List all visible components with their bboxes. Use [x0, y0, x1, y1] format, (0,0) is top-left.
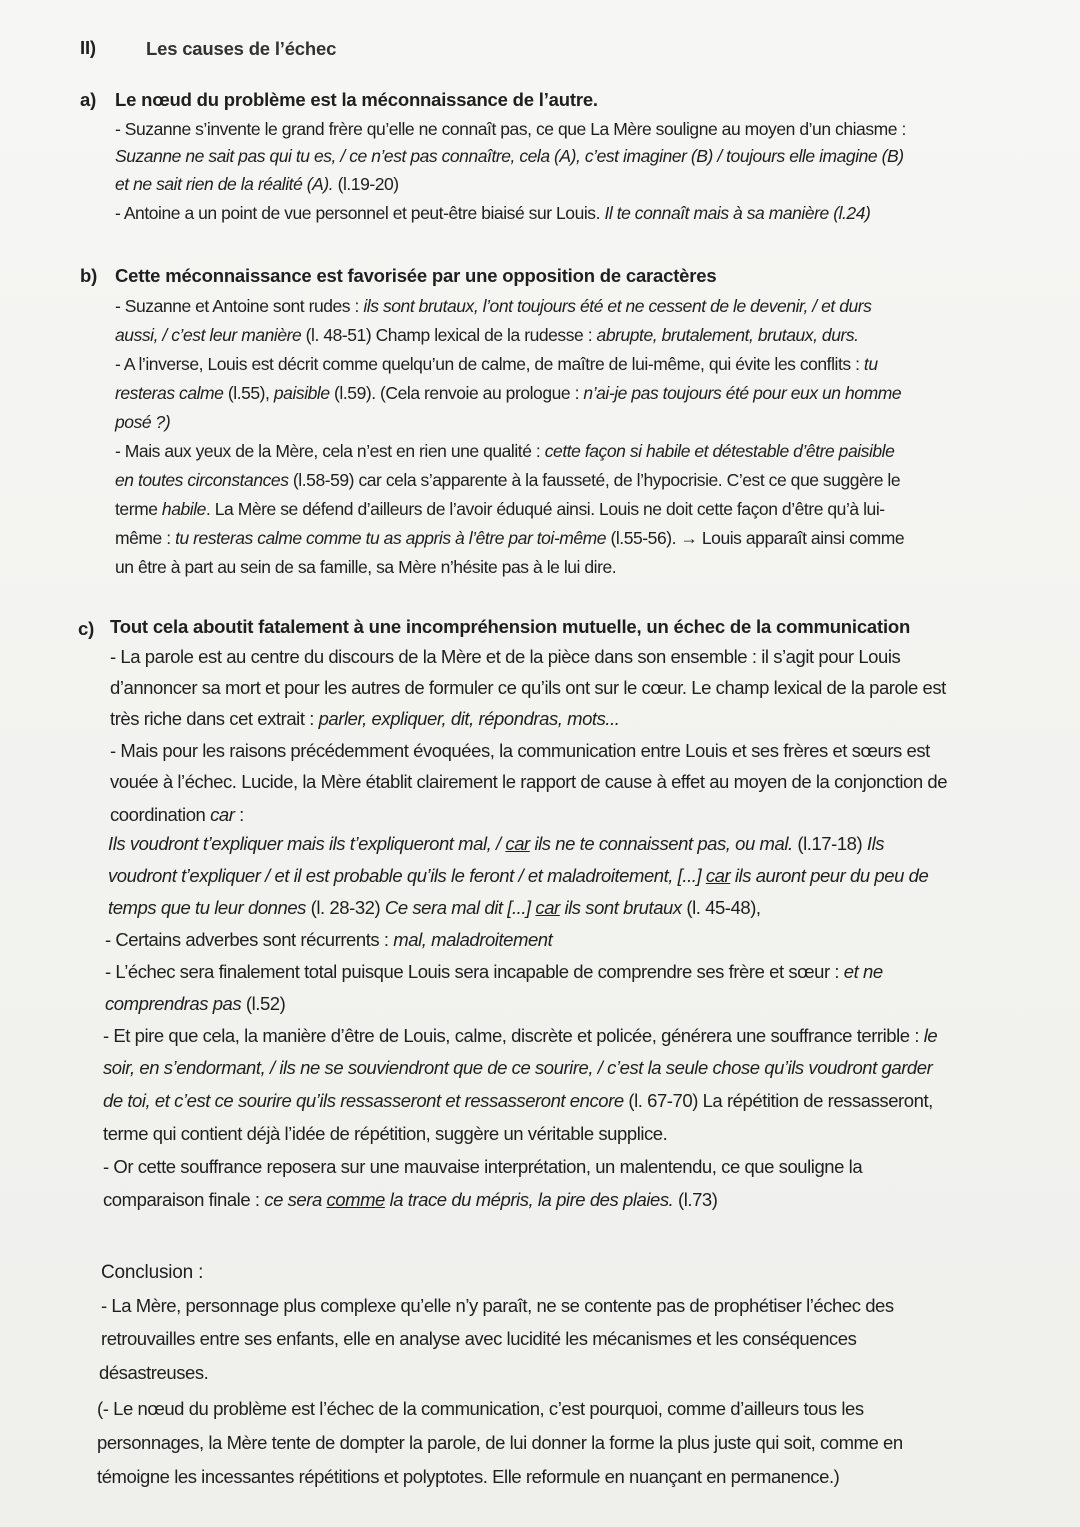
part-b-heading: Cette méconnaissance est favorisée par une opposition de caractères	[115, 265, 717, 286]
part-c-line-10: - Certains adverbes sont récurrents : mal, maladroitement	[105, 929, 553, 950]
section-number: II)	[80, 37, 96, 58]
part-b-line-8: terme habile. La Mère se défend d’ailleurs de l’avoir éduqué ainsi. Louis ne doit cette façon d’être qu’à lui-	[115, 499, 885, 519]
part-c-heading: Tout cela aboutit fatalement à une incompréhension mutuelle, un échec de la communication	[110, 616, 911, 637]
section-title: Les causes de l’échec	[146, 38, 337, 59]
part-c-line-9: temps que tu leur donnes (l. 28-32) Ce sera mal dit [...] car ils sont brutaux (l. 45-48),	[108, 897, 761, 918]
part-a-line-4: - Antoine a un point de vue personnel et peut-être biaisé sur Louis. Il te connaît mais à sa manière (l.24)	[115, 203, 871, 223]
conclusion-line-1: - La Mère, personnage plus complexe qu’elle n’y paraît, ne se contente pas de prophétiser l’échec des	[101, 1295, 894, 1316]
part-c-line-7: Ils voudront t’expliquer mais ils t’expliqueront mal, / car ils ne te connaissent pas, ou mal. (l.17-18) Ils	[108, 833, 885, 854]
part-a-line-2: Suzanne ne sait pas qui tu es, / ce n’est pas connaître, cela (A), c’est imaginer (B) / toujours elle imagine (B)	[115, 146, 904, 166]
part-c-line-2: d’annoncer sa mort et pour les autres de formuler ce qu’ils ont sur le cœur. Le champ lexical de la parole est	[110, 677, 946, 698]
conclusion-line-6: témoigne les incessantes répétitions et polyptotes. Elle reformule en nuançant en permanence.)	[97, 1466, 840, 1487]
part-c-label: c)	[78, 618, 95, 639]
part-a-line-1: - Suzanne s’invente le grand frère qu’elle ne connaît pas, ce que La Mère souligne au moyen d’un chiasme :	[115, 119, 906, 139]
part-c-line-6: coordination car :	[110, 804, 244, 825]
part-b-line-6: - Mais aux yeux de la Mère, cela n’est en rien une qualité : cette façon si habile et détestable d’être paisible	[115, 441, 895, 461]
part-b-label: b)	[80, 265, 98, 286]
part-c-line-1: - La parole est au centre du discours de la Mère et de la pièce dans son ensemble : il s’agit pour Louis	[110, 646, 901, 667]
part-b-line-1: - Suzanne et Antoine sont rudes : ils sont brutaux, l’ont toujours été et ne cessent de le devenir, / et durs	[115, 296, 872, 316]
part-b-line-7: en toutes circonstances (l.58-59) car cela s’apparente à la fausseté, de l’hypocrisie. C’est ce que suggère le	[115, 470, 901, 490]
part-b-line-3: - A l’inverse, Louis est décrit comme quelqu’un de calme, de maître de lui-même, qui évite les conflits : tu	[115, 354, 878, 374]
part-a-line-3: et ne sait rien de la réalité (A). (l.19-20)	[115, 174, 399, 194]
part-c-line-14: soir, en s’endormant, / ils ne se souviendront que de ce sourire, / c’est la seule chose qu’ils voudront garder	[103, 1057, 933, 1078]
part-c-line-5: vouée à l’échec. Lucide, la Mère établit clairement le rapport de cause à effet au moyen de la conjonction de	[110, 771, 948, 792]
part-a-heading: Le nœud du problème est la méconnaissance de l’autre.	[115, 89, 598, 110]
part-b-line-5: posé ?)	[115, 412, 171, 432]
part-b-line-4: resteras calme (l.55), paisible (l.59). (Cela renvoie au prologue : n’ai-je pas toujours été pour eux un homme	[115, 383, 902, 403]
part-b-line-10: un être à part au sein de sa famille, sa Mère n’hésite pas à le lui dire.	[115, 557, 617, 577]
part-c-line-4: - Mais pour les raisons précédemment évoquées, la communication entre Louis et ses frères et sœurs est	[110, 740, 930, 761]
conclusion-line-5: personnages, la Mère tente de dompter la parole, de lui donner la forme la plus juste qui soit, comme en	[97, 1432, 903, 1453]
conclusion-line-4: (- Le nœud du problème est l’échec de la communication, c’est pourquoi, comme d’ailleurs tous les	[97, 1398, 864, 1419]
part-c-line-15: de toi, et c’est ce sourire qu’ils ressasseront et ressasseront encore (l. 67-70) La répétition de ressasseront,	[103, 1090, 933, 1111]
conclusion-title: Conclusion :	[101, 1262, 204, 1283]
part-c-line-16: terme qui contient déjà l’idée de répétition, suggère un véritable supplice.	[103, 1123, 668, 1144]
part-c-line-12: comprendras pas (l.52)	[105, 993, 286, 1014]
part-b-line-9: même : tu resteras calme comme tu as appris à l’être par toi-même (l.55-56). → Louis apparaît ainsi comme	[115, 528, 905, 548]
part-c-line-18: comparaison finale : ce sera comme la trace du mépris, la pire des plaies. (l.73)	[103, 1189, 718, 1210]
part-c-line-17: - Or cette souffrance reposera sur une mauvaise interprétation, un malentendu, ce que souligne la	[103, 1156, 863, 1177]
conclusion-line-3: désastreuses.	[99, 1362, 209, 1383]
part-c-line-8: voudront t’expliquer / et il est probable qu’ils le feront / et maladroitement, [...] car ils auront peur du peu de	[108, 865, 929, 886]
part-c-line-3: très riche dans cet extrait : parler, expliquer, dit, répondras, mots...	[110, 708, 620, 729]
part-a-label: a)	[80, 89, 97, 110]
conclusion-line-2: retrouvailles entre ses enfants, elle en analyse avec lucidité les mécanismes et les conséquences	[101, 1328, 857, 1349]
part-c-line-11: - L’échec sera finalement total puisque Louis sera incapable de comprendre ses frère et sœur : et ne	[105, 961, 883, 982]
part-b-line-2: aussi, / c’est leur manière (l. 48-51) Champ lexical de la rudesse : abrupte, brutalement, brutaux, durs.	[115, 325, 859, 345]
part-c-line-13: - Et pire que cela, la manière d’être de Louis, calme, discrète et policée, générera une souffrance terrible : le	[103, 1025, 938, 1046]
